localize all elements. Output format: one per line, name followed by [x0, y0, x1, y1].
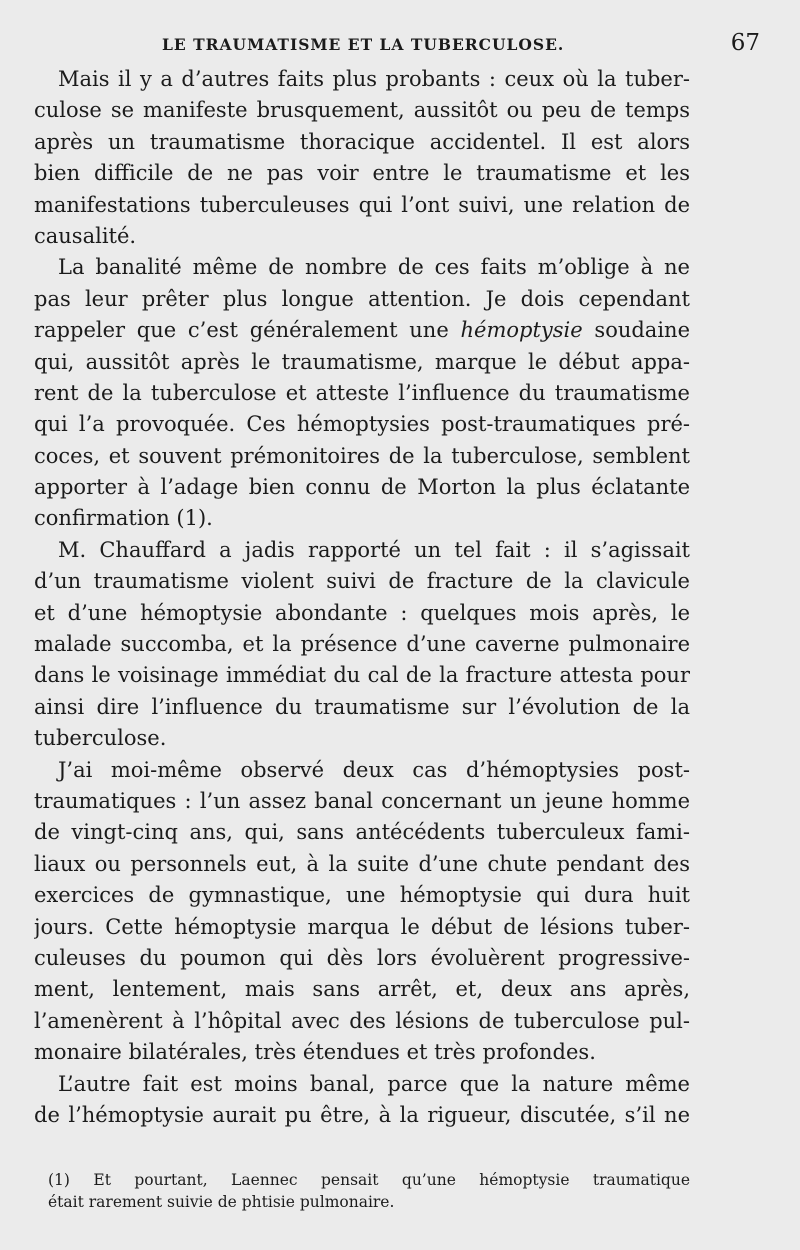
text-line — [34, 786, 690, 817]
text-line-content: Mais il y a d’autres faits plus probants : ceux où la tuber- — [58, 67, 690, 91]
text-line — [34, 880, 690, 911]
text-line — [34, 252, 690, 283]
text-line-content: et d’une hémoptysie abondante : quelques mois après, le — [34, 600, 690, 625]
text-line-content: La banalité même de nombre de ces faits m’oblige à ne — [58, 255, 690, 280]
text-line — [34, 190, 690, 221]
text-line — [34, 221, 690, 252]
text-line-content: liaux ou personnels eut, à la suite d’une chute pendant des — [34, 851, 690, 876]
footnote-line: était rarement suivie de phtisie pulmonaire. — [48, 1193, 395, 1211]
text-line — [34, 723, 690, 754]
text-line — [34, 315, 690, 346]
text-line — [34, 535, 690, 566]
text-line — [34, 158, 690, 189]
text-line-content: coces, et souvent prémonitoires de la tuberculose, semblent — [34, 443, 690, 468]
text-line — [34, 284, 690, 315]
text-line — [34, 378, 690, 409]
text-line — [34, 127, 690, 158]
text-line-content: rappeler que c’est généralement une — [34, 318, 461, 343]
running-title: LE TRAUMATISME ET LA TUBERCULOSE. — [162, 35, 565, 54]
text-line-content: qui l’a provoquée. Ces hémoptysies post-traumatiques pré- — [34, 412, 690, 437]
text-line — [34, 1006, 690, 1037]
text-line — [34, 409, 690, 440]
text-line-content: pas leur prêter plus longue attention. Je dois cependant — [34, 286, 690, 311]
text-line-content: ainsi dire l’influence du traumatisme sur l’évolution de la — [34, 694, 690, 719]
text-line — [34, 472, 690, 503]
text-line-content: malade succomba, et la présence d’une caverne pulmonaire — [34, 632, 690, 657]
text-line-content: jours. Cette hémoptysie marqua le début de lésions tuber- — [34, 914, 690, 939]
text-line-content: manifestations tuberculeuses qui l’ont suivi, une relation de — [34, 192, 690, 217]
text-line — [34, 849, 690, 880]
text-line-content: traumatiques : l’un assez banal concernant un jeune homme — [34, 788, 690, 813]
page-number: 67 — [730, 30, 760, 56]
text-line — [34, 974, 690, 1005]
text-line-content: après un traumatisme thoracique accidentel. Il est alors — [34, 129, 690, 154]
text-line — [34, 566, 690, 597]
text-line — [34, 598, 690, 629]
text-line-content: exercices de gymnastique, une hémoptysie qui dura huit — [34, 883, 690, 908]
text-line — [34, 943, 690, 974]
text-line — [34, 95, 690, 126]
text-line — [34, 629, 690, 660]
text-line-continuation: soudaine — [582, 318, 690, 343]
text-line-content: ment, lentement, mais sans arrêt, et, deux ans après, — [34, 977, 690, 1002]
text-line — [34, 347, 690, 378]
text-line-content: apporter à l’adage bien connu de Morton la plus éclatante — [34, 475, 690, 500]
footnote — [48, 1169, 690, 1213]
text-line — [34, 441, 690, 472]
text-line — [34, 817, 690, 848]
text-line — [34, 755, 690, 786]
text-line — [34, 1100, 690, 1131]
text-line — [34, 692, 690, 723]
text-line-content: culose se manifeste brusquement, aussitôt ou peu de temps — [34, 98, 690, 123]
text-line-content: J’ai moi-même observé deux cas d’hémoptysies post- — [58, 757, 690, 782]
text-line-content: de l’hémoptysie aurait pu être, à la rigueur, discutée, s’il ne — [34, 1102, 690, 1127]
text-line-content: monaire bilatérales, très étendues et très profondes. — [34, 1040, 596, 1065]
text-line-content: L’autre fait est moins banal, parce que la nature même — [58, 1071, 690, 1096]
text-line-content: de vingt-cinq ans, qui, sans antécédents tuberculeux fami- — [34, 820, 690, 845]
text-line — [34, 912, 690, 943]
text-line-content: culeuses du poumon qui dès lors évoluèrent progressive- — [34, 945, 690, 970]
text-line — [34, 660, 690, 691]
text-line-content: qui, aussitôt après le traumatisme, marque le début appa- — [34, 349, 690, 374]
text-line-content: dans le voisinage immédiat du cal de la fracture attesta pour — [34, 663, 690, 688]
italic-term: hémoptysie — [460, 318, 583, 343]
text-line-content: causalité. — [34, 223, 137, 248]
text-line — [34, 1037, 690, 1068]
text-line-content: M. Chauffard a jadis rapporté un tel fait : il s’agissait — [58, 537, 690, 562]
text-line — [34, 64, 690, 95]
body-text — [34, 64, 690, 1131]
text-line-content: confirmation (1). — [34, 506, 213, 531]
text-line — [34, 503, 690, 534]
footnote-line: (1) Et pourtant, Laennec pensait qu’une hémoptysie traumatique — [48, 1171, 690, 1189]
text-line-content: rent de la tuberculose et atteste l’influence du traumatisme — [34, 380, 690, 405]
text-line — [34, 1069, 690, 1100]
text-line-content: l’amenèrent à l’hôpital avec des lésions de tuberculose pul- — [34, 1008, 690, 1033]
text-line-content: d’un traumatisme violent suivi de fracture de la clavicule — [34, 569, 690, 594]
page-header — [34, 30, 770, 60]
text-line-content: bien difficile de ne pas voir entre le traumatisme et les — [34, 161, 690, 186]
text-line-content: tuberculose. — [34, 726, 167, 751]
